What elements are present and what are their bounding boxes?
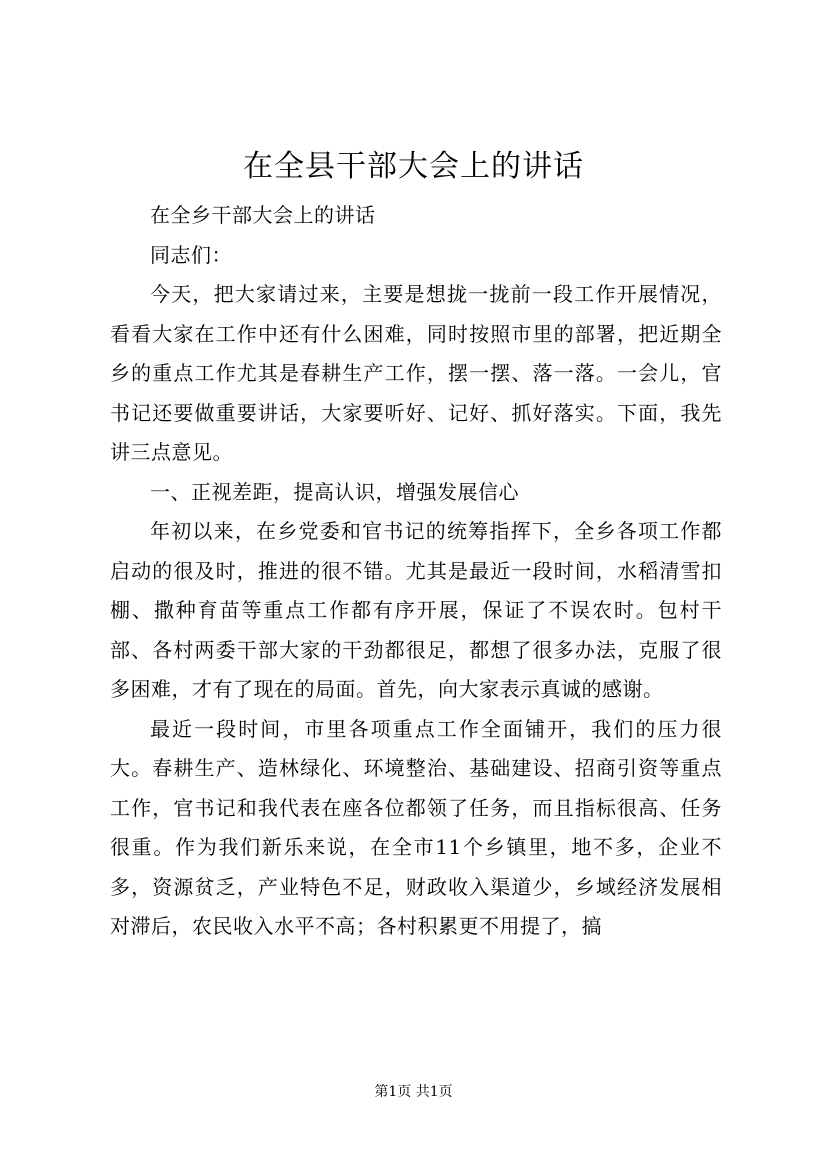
subtitle-paragraph: 在全乡干部大会上的讲话 [150, 203, 376, 227]
page-footer: 第1页 共1页 [374, 1084, 453, 1100]
section-heading: 一、正视差距，提高认识，增强发展信心 [150, 479, 519, 504]
body-paragraph: 最近一段时间，市里各项重点工作全面铺开，我们的压力很大。春耕生产、造林绿化、环境整治、基础建设、招商引资等重点工作，官书记和我代表在座各位都领了任务，而且指标很高、任务很重。作为我们新乐来说，在全市11个乡镇里，地不多，企业不多，资源贫乏，产业特色不足，财政收入渠道少，乡域经济发展相对滞后，农民收入水平不高；各村积累更不用提了，搞 [110, 716, 722, 938]
document-body [110, 196, 722, 947]
document-title: 在全县干部大会上的讲话 [243, 149, 584, 184]
body-paragraph: 今天，把大家请过来，主要是想拢一拢前一段工作开展情况，看看大家在工作中还有什么困难，同时按照市里的部署，把近期全乡的重点工作尤其是春耕生产工作，摆一摆、落一落。一会儿，官书记还要做重要讲话，大家要听好、记好、抓好落实。下面，我先讲三点意见。 [110, 282, 722, 464]
salutation-paragraph: 同志们： [150, 242, 232, 267]
body-paragraph: 年初以来，在乡党委和官书记的统筹指挥下，全乡各项工作都启动的很及时，推进的很不错。尤其是最近一段时间，水稻清雪扣棚、撒种育苗等重点工作都有序开展，保证了不误农时。包村干部、各村两委干部大家的干劲都很足，都想了很多办法，克服了很多困难，才有了现在的局面。首先，向大家表示真诚的感谢。 [110, 519, 722, 701]
